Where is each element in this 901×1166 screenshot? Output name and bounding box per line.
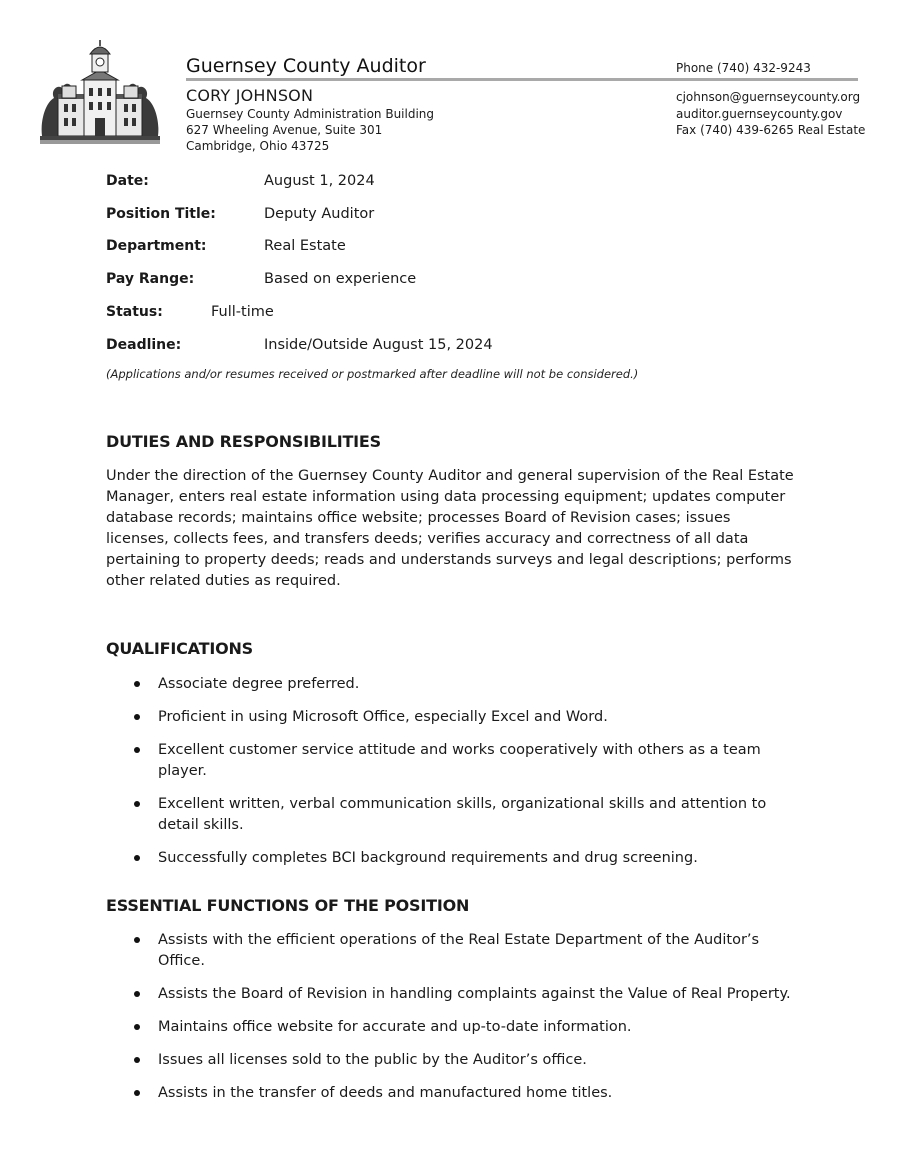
position-title-value: Deputy Auditor	[264, 206, 375, 222]
contact-fax: Fax (740) 439-6265 Real Estate	[676, 123, 866, 137]
header-divider	[186, 78, 858, 81]
courthouse-icon	[40, 40, 160, 144]
deadline-label: Deadline:	[106, 337, 182, 353]
list-item: Assists with the efficient operations of the Real Estate Department of the Auditor’s Office.	[106, 930, 806, 972]
org-title: Guernsey County Auditor	[186, 55, 426, 77]
list-item: Successfully completes BCI background requirements and drug screening.	[106, 848, 806, 869]
bullet-icon	[134, 747, 140, 753]
duties-paragraph: Under the direction of the Guernsey County Auditor and general supervision of the Real Estate Manager, enters real estate information using data processing equipment; updates computer database records; maintains office website; processes Board of Revision cases; issues licenses, collects fees, and transfers deeds; verifies accuracy and correctness of all data pertaining to property deeds; reads and understands surveys and legal descriptions; performs other related duties as required.	[106, 468, 794, 589]
bullet-icon	[134, 801, 140, 807]
pay-range-label: Pay Range:	[106, 271, 195, 287]
functions-heading: ESSENTIAL FUNCTIONS OF THE POSITION	[106, 896, 470, 915]
position-title-label: Position Title:	[106, 206, 216, 222]
address-line-3: Cambridge, Ohio 43725	[186, 139, 330, 153]
list-item: Assists the Board of Revision in handling complaints against the Value of Real Property.	[106, 984, 806, 1005]
address-line-1: Guernsey County Administration Building	[186, 107, 435, 121]
status-label: Status:	[106, 304, 163, 320]
pay-range-value: Based on experience	[264, 271, 417, 287]
list-item: Assists in the transfer of deeds and manufactured home titles.	[106, 1083, 806, 1104]
deadline-note: (Applications and/or resumes received or postmarked after deadline will not be considered.)	[106, 367, 639, 381]
address-line-2: 627 Wheeling Avenue, Suite 301	[186, 123, 383, 137]
list-item: Proficient in using Microsoft Office, especially Excel and Word.	[106, 707, 806, 728]
bullet-icon	[134, 714, 140, 720]
duties-heading: DUTIES AND RESPONSIBILITIES	[106, 432, 381, 451]
deadline-value: Inside/Outside August 15, 2024	[264, 337, 493, 353]
list-item: Issues all licenses sold to the public by the Auditor’s office.	[106, 1050, 806, 1071]
bullet-icon	[134, 937, 140, 943]
department-value: Real Estate	[264, 238, 346, 254]
auditor-name: CORY JOHNSON	[186, 86, 314, 105]
bullet-icon	[134, 1057, 140, 1063]
phone-number: Phone (740) 432-9243	[676, 61, 811, 75]
list-item: Excellent written, verbal communication skills, organizational skills and attention to detail skills.	[106, 794, 806, 836]
department-label: Department:	[106, 238, 207, 254]
qualifications-list	[106, 674, 806, 881]
functions-list	[106, 930, 806, 1116]
list-item: Excellent customer service attitude and works cooperatively with others as a team player.	[106, 740, 806, 782]
list-item: Maintains office website for accurate and up-to-date information.	[106, 1017, 806, 1038]
status-value: Full-time	[211, 304, 274, 320]
date-value: August 1, 2024	[264, 173, 375, 189]
qualifications-heading: QUALIFICATIONS	[106, 639, 253, 658]
contact-email: cjohnson@guernseycounty.org	[676, 90, 861, 104]
bullet-icon	[134, 855, 140, 861]
bullet-icon	[134, 991, 140, 997]
bullet-icon	[134, 1090, 140, 1096]
bullet-icon	[134, 681, 140, 687]
bullet-icon	[134, 1024, 140, 1030]
date-label: Date:	[106, 173, 149, 189]
contact-website: auditor.guernseycounty.gov	[676, 107, 843, 121]
list-item: Associate degree preferred.	[106, 674, 806, 695]
